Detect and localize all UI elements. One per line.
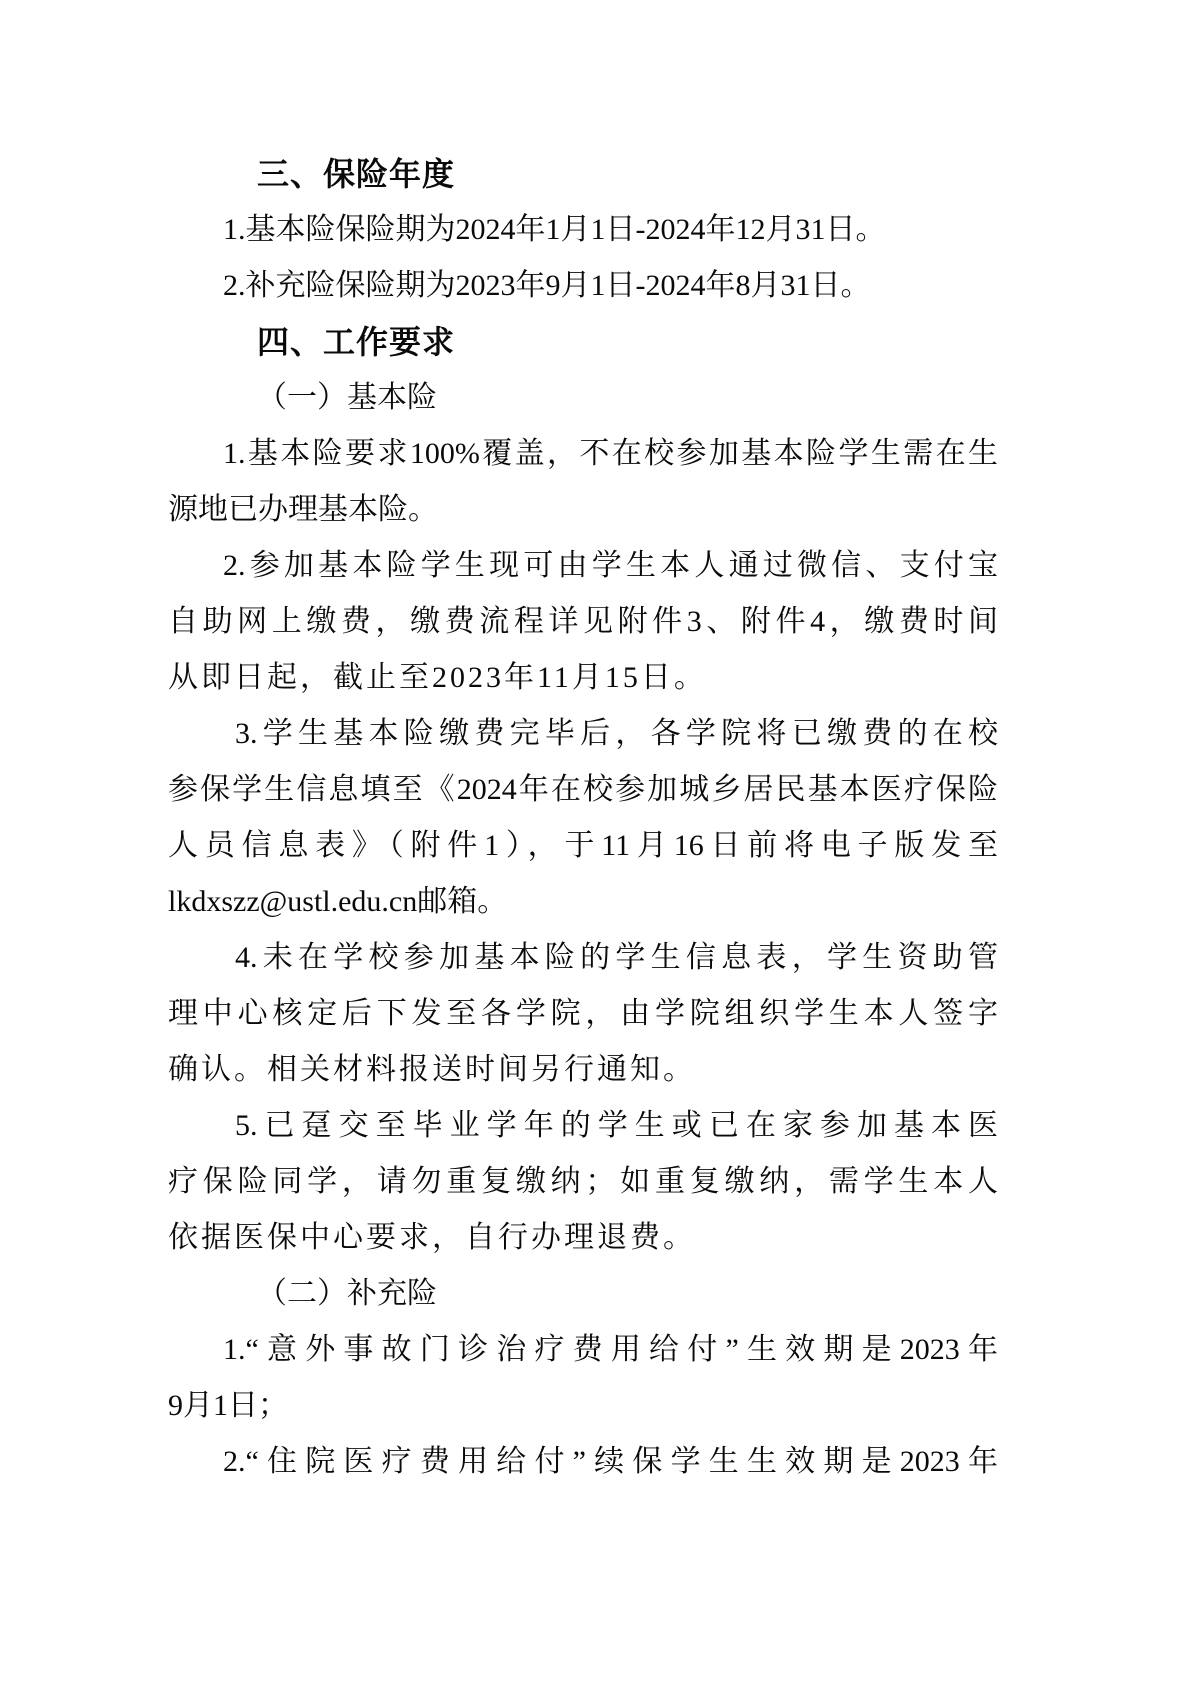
document-line: 从即日起，截止至2023年11月15日。 (168, 661, 707, 694)
document-line: 1.“意外事故门诊治疗费用给付”生效期是2023年 (223, 1333, 998, 1366)
document-line: 9月1日； (168, 1389, 288, 1422)
section-heading: 三、保险年度 (257, 156, 456, 192)
document-line: （二）补充险 (257, 1277, 437, 1310)
document-line: 源地已办理基本险。 (168, 493, 438, 526)
document-line: 1.基本险要求100%覆盖，不在校参加基本险学生需在生 (223, 437, 998, 470)
document-line: 5.已趸交至毕业学年的学生或已在家参加基本医 (235, 1109, 998, 1142)
document-line: 确认。相关材料报送时间另行通知。 (168, 1053, 696, 1086)
document-line: 3.学生基本险缴费完毕后，各学院将已缴费的在校 (235, 717, 998, 750)
document-line: 依据医保中心要求，自行办理退费。 (168, 1221, 696, 1254)
document-line: 疗保险同学，请勿重复缴纳；如重复缴纳，需学生本人 (168, 1165, 998, 1198)
document-line: 参保学生信息填至《2024年在校参加城乡居民基本医疗保险 (168, 773, 998, 806)
document-line: 人员信息表》（附件1），于11月16日前将电子版发至 (168, 829, 998, 862)
document-line: lkdxszz@ustl.edu.cn邮箱。 (168, 885, 508, 918)
section-heading: 四、工作要求 (257, 324, 456, 360)
document-line: 2.“住院医疗费用给付”续保学生生效期是2023年 (223, 1445, 998, 1478)
document-line: 4.未在学校参加基本险的学生信息表，学生资助管 (235, 941, 998, 974)
document-line: 自助网上缴费，缴费流程详见附件3、附件4，缴费时间 (168, 605, 998, 638)
document-line: 2.参加基本险学生现可由学生本人通过微信、支付宝 (223, 549, 998, 582)
document-line: 1.基本险保险期为2024年1月1日-2024年12月31日。 (223, 213, 886, 246)
document-line: 理中心核定后下发至各学院，由学院组织学生本人签字 (168, 997, 998, 1030)
document-content (168, 146, 998, 1490)
document-line: 2.补充险保险期为2023年9月1日-2024年8月31日。 (223, 269, 871, 302)
document-line: （一）基本险 (257, 381, 437, 414)
